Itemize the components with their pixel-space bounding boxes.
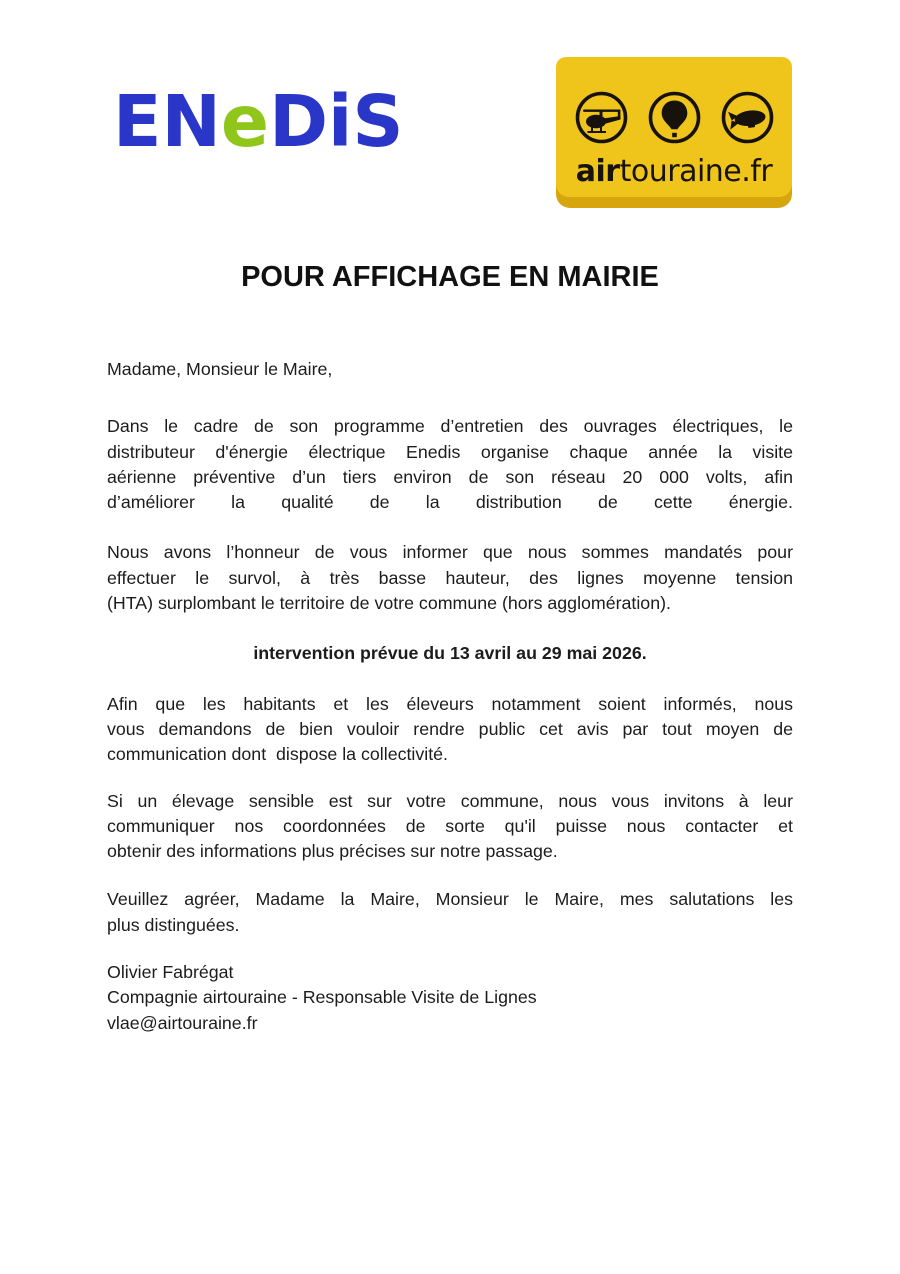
paragraph-line: aérienne préventive d’un tiers environ de son réseau 20 000 volts, afin [107,466,793,487]
paragraph-line: vous demandons de bien vouloir rendre public cet avis par tout moyen de [107,718,793,739]
paragraph-line: effectuer le survol, à très basse hauteur, des lignes moyenne tension [107,567,793,588]
salutation-line: Madame, Monsieur le Maire, [107,359,333,379]
page-title: POUR AFFICHAGE EN MAIRIE [241,261,659,293]
enedis-logo-text-e: e [220,80,270,163]
paragraph-elevage [107,789,793,865]
paragraph-survol [107,540,793,616]
intervention-dates [107,641,793,666]
airtouraine-icons-row [556,90,792,145]
paragraph-program [107,414,793,515]
paragraph-line: Veuillez agréer, Madame la Maire, Monsieur le Maire, mes salutations les [107,889,793,910]
airtouraine-logo-text-air: air [575,154,620,189]
paragraph-line: communication dont dispose la collectivité. [107,744,448,765]
airship-icon [720,90,775,145]
paragraph-line: (HTA) surplombant le territoire de votre commune (hors agglomération). [107,593,671,614]
paragraph-line: obtenir des informations plus précises sur notre passage. [107,841,558,862]
paragraph-line: plus distinguées. [107,914,240,935]
enedis-logo [113,80,404,163]
paragraph-line: distributeur d'énergie électrique Enedis organise chaque année la visite [107,441,793,462]
signature-block [107,960,793,1036]
paragraph-line: Si un élevage sensible est sur votre commune, nous vous invitons à leur [107,790,793,811]
closing-formula [107,887,793,938]
paragraph-line: Nous avons l’honneur de vous informer que nous sommes mandatés pour [107,542,793,563]
airtouraine-logo [556,57,792,208]
signature-name: Olivier Fabrégat [107,962,234,983]
hot-air-balloon-icon [647,90,702,145]
enedis-logo-text-en: EN [113,80,221,163]
paragraph-line: Afin que les habitants et les éleveurs notamment soient informés, nous [107,693,793,714]
paragraph-line: d’améliorer la qualité de la distribution de cette énergie. [107,492,793,513]
airtouraine-logo-panel [556,57,792,197]
salutation [107,357,793,382]
enedis-logo-text-dis: DiS [269,80,404,163]
airtouraine-logo-text-rest: touraine.fr [619,154,773,189]
paragraph-line: communiquer nos coordonnées de sorte qu'il puisse nous contacter et [107,815,793,836]
paragraph-line: Dans le cadre de son programme d’entretien des ouvrages électriques, le [107,416,793,437]
intervention-dates-line: intervention prévue du 13 avril au 29 mai 2026. [253,643,647,664]
paragraph-information [107,692,793,768]
signature-role: Compagnie airtouraine - Responsable Visite de Lignes [107,987,537,1008]
helicopter-icon [574,90,629,145]
signature-email: vlae@airtouraine.fr [107,1012,258,1033]
airtouraine-logo-text [556,156,792,188]
letter-body [107,357,793,1036]
